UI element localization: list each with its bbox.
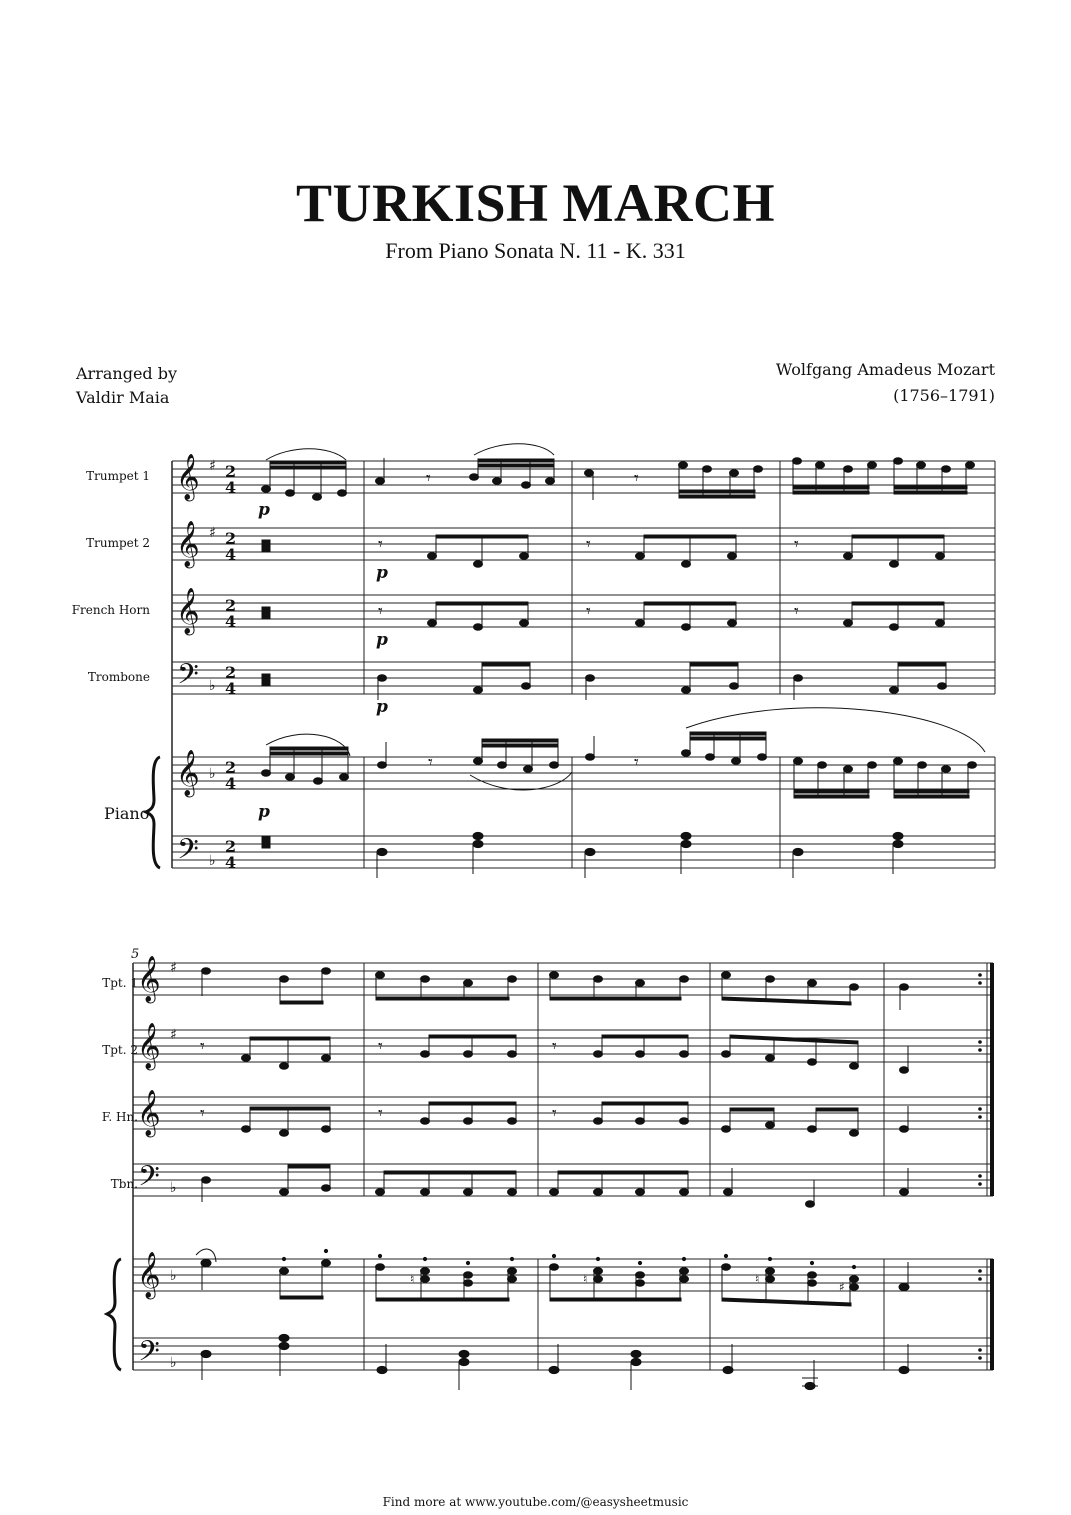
treble-clef-icon: 𝄞 [137, 956, 161, 1002]
sharp-icon: ♯ [209, 525, 216, 541]
footer-link[interactable]: Find more at www.youtube.com/@easysheetmusic [382, 1495, 689, 1509]
composer-name: Wolfgang Amadeus Mozart [775, 360, 995, 379]
svg-text:p: p [376, 563, 388, 583]
arranger-line-1: Arranged by [76, 364, 178, 383]
bass-clef-icon: 𝄢 [177, 833, 199, 873]
instrument-label-trombone: Trombone [87, 670, 150, 684]
bass-clef-icon: 𝄢 [138, 1160, 160, 1200]
score-title: TURKISH MARCH [295, 173, 776, 233]
svg-text:2: 2 [225, 596, 237, 615]
svg-text:2: 2 [225, 462, 237, 481]
treble-clef-icon: 𝄞 [176, 588, 200, 634]
svg-text:4: 4 [225, 478, 237, 497]
instrument-label-trumpet-2: Trumpet 2 [86, 536, 150, 550]
system-2 [107, 947, 994, 1390]
measure-number: 5 [131, 947, 140, 962]
instrument-label-tpt-1: Tpt. 1 [102, 976, 138, 990]
svg-text:𝄾: 𝄾 [378, 1103, 383, 1124]
svg-text:𝄾: 𝄾 [378, 1036, 383, 1057]
svg-text:𝄾: 𝄾 [634, 752, 639, 773]
instrument-label-f-hn: F. Hn. [101, 1110, 138, 1124]
svg-text:4: 4 [225, 853, 237, 872]
brace-icon [146, 757, 160, 868]
svg-text:2: 2 [225, 758, 237, 777]
sharp-icon: ♯ [170, 1027, 177, 1043]
svg-text:p: p [258, 802, 270, 822]
sharp-icon: ♯ [170, 960, 177, 976]
svg-text:♯: ♯ [839, 1280, 845, 1294]
treble-clef-icon: 𝄞 [176, 521, 200, 567]
svg-text:p: p [376, 630, 388, 650]
sharp-icon: ♯ [209, 458, 216, 474]
svg-text:p: p [376, 697, 388, 717]
svg-text:♮: ♮ [583, 1272, 588, 1286]
treble-clef-icon: 𝄞 [176, 454, 200, 500]
svg-text:4: 4 [225, 612, 237, 631]
svg-text:♮: ♮ [410, 1272, 415, 1286]
brace-icon [107, 1259, 121, 1370]
flat-icon: ♭ [209, 853, 216, 869]
treble-clef-icon: 𝄞 [137, 1023, 161, 1069]
svg-text:𝄾: 𝄾 [794, 601, 799, 622]
flat-icon: ♭ [170, 1355, 177, 1371]
staff-trumpet-2 [172, 528, 995, 560]
svg-text:4: 4 [225, 545, 237, 564]
svg-text:𝄾: 𝄾 [200, 1036, 205, 1057]
svg-text:𝄾: 𝄾 [552, 1036, 557, 1057]
svg-text:4: 4 [225, 679, 237, 698]
treble-clef-icon: 𝄞 [176, 750, 200, 796]
system-1 [146, 444, 995, 878]
svg-text:𝄾: 𝄾 [426, 468, 431, 489]
svg-text:𝄾: 𝄾 [428, 752, 433, 773]
svg-text:𝄾: 𝄾 [552, 1103, 557, 1124]
svg-text:4: 4 [225, 774, 237, 793]
svg-text:𝄾: 𝄾 [378, 534, 383, 555]
score-subtitle: From Piano Sonata N. 11 - K. 331 [385, 238, 686, 263]
composer-dates: (1756–1791) [893, 386, 995, 405]
bass-clef-icon: 𝄢 [138, 1335, 160, 1375]
flat-icon: ♭ [170, 1268, 177, 1284]
staff-trombone [172, 662, 995, 694]
svg-text:2: 2 [225, 529, 237, 548]
instrument-label-trumpet-1: Trumpet 1 [86, 469, 150, 483]
flat-icon: ♭ [209, 678, 216, 694]
svg-text:𝄾: 𝄾 [586, 601, 591, 622]
svg-text:𝄾: 𝄾 [200, 1103, 205, 1124]
treble-clef-icon: 𝄞 [137, 1090, 161, 1136]
instrument-label-tpt-2: Tpt. 2 [102, 1043, 138, 1057]
instrument-label-french-horn: French Horn [71, 603, 150, 617]
svg-text:𝄾: 𝄾 [378, 601, 383, 622]
svg-text:2: 2 [225, 663, 237, 682]
instrument-label-piano: Piano [104, 804, 150, 823]
bass-clef-icon: 𝄢 [177, 658, 199, 698]
svg-text:2: 2 [225, 837, 237, 856]
repeat-sign-icon [978, 963, 994, 1370]
instrument-label-tbn: Tbn. [110, 1177, 138, 1191]
flat-icon: ♭ [170, 1180, 177, 1196]
treble-clef-icon: 𝄞 [137, 1252, 161, 1298]
svg-text:♮: ♮ [755, 1272, 760, 1286]
svg-text:𝄾: 𝄾 [586, 534, 591, 555]
arranger-line-2: Valdir Maia [76, 388, 170, 407]
staff-piano-bass [172, 836, 995, 868]
svg-text:𝄾: 𝄾 [634, 468, 639, 489]
svg-text:𝄾: 𝄾 [794, 534, 799, 555]
flat-icon: ♭ [209, 766, 216, 782]
dynamic-marking: p [258, 500, 270, 520]
staff-french-horn [172, 595, 995, 627]
